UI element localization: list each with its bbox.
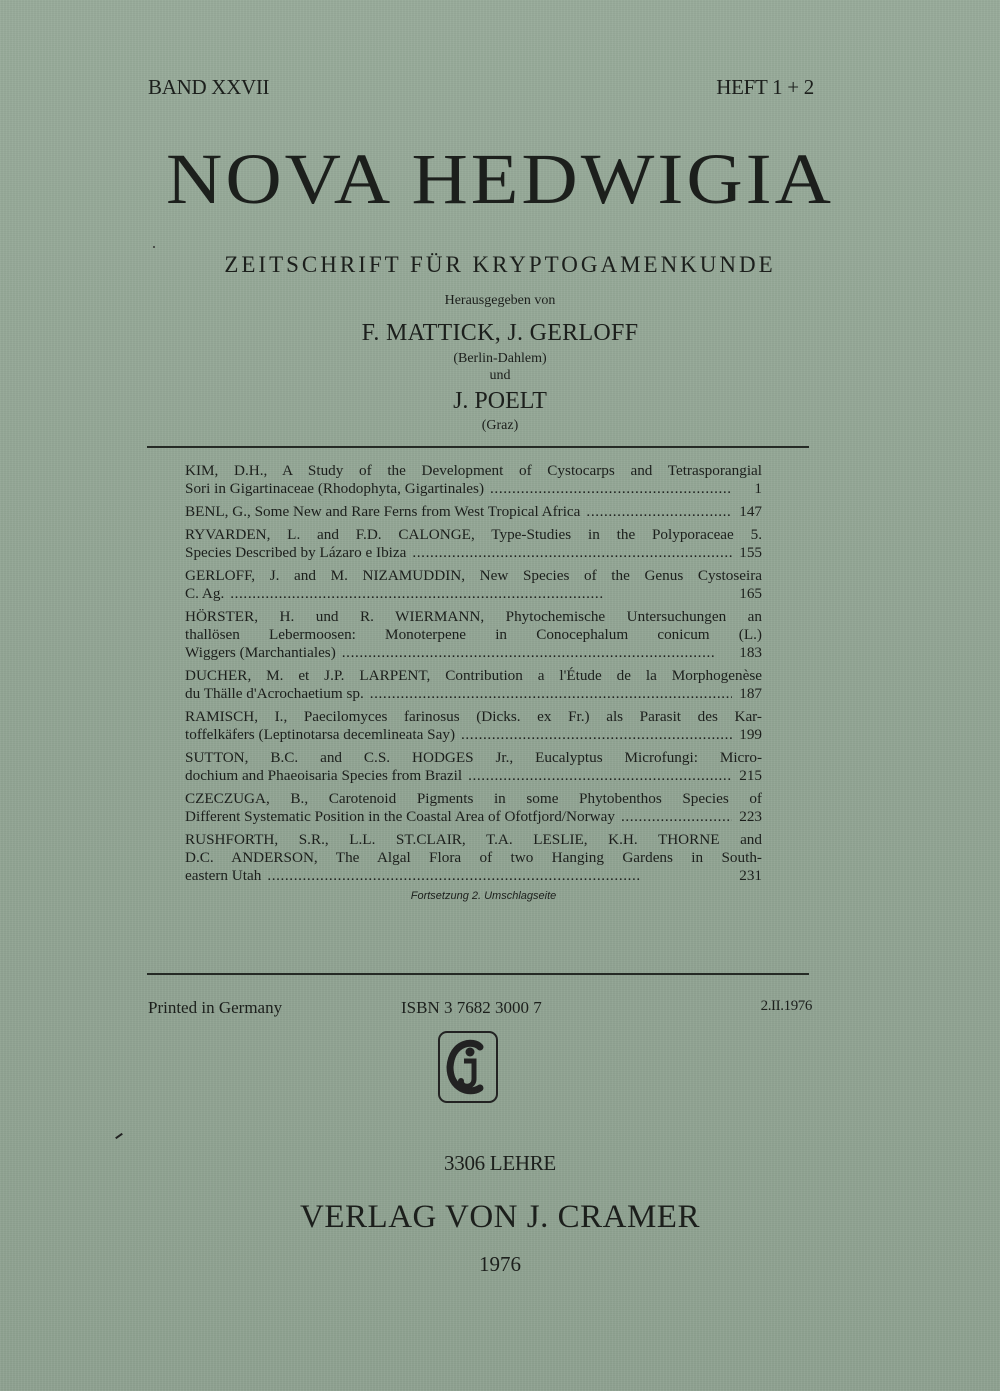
toc-line: thallösen Lebermoosen: Monoterpene in Conocephalum conicum (L.) — [185, 626, 762, 643]
publisher-name: VERLAG VON J. CRAMER — [300, 1199, 700, 1235]
edited-by-label: Herausgegeben von — [444, 293, 556, 308]
toc-entry — [185, 708, 762, 744]
leader-dots — [267, 867, 732, 885]
toc-line-last: du Thälle d'Acrochaetium sp. — [185, 685, 364, 702]
cj-monogram-icon — [440, 1033, 496, 1101]
page-number: 223 — [739, 808, 762, 825]
page-number: 187 — [739, 685, 762, 702]
toc-line-last: Different Systematic Position in the Coastal Area of Ofotfjord/Norway — [185, 808, 615, 825]
toc-line: GERLOFF, J. and M. NIZAMUDDIN, New Species of the Genus Cystoseira — [185, 567, 762, 584]
isbn: ISBN 3 7682 3000 7 — [401, 998, 542, 1017]
page-number: 215 — [739, 767, 762, 784]
publisher-city: 3306 LEHRE — [444, 1151, 556, 1175]
toc-line-last: eastern Utah — [185, 867, 262, 884]
page-number: 199 — [739, 726, 762, 743]
table-of-contents — [185, 462, 762, 905]
page-number: 155 — [739, 544, 762, 561]
page-number: 147 — [739, 503, 762, 520]
toc-entry — [185, 526, 762, 562]
editors-secondary: J. POELT — [453, 388, 547, 414]
toc-line: SUTTON, B.C. and C.S. HODGES Jr., Eucalyptus Microfungi: Micro- — [185, 749, 762, 766]
leader-dots — [230, 585, 732, 603]
toc-entry — [185, 503, 762, 521]
page-number: 1 — [754, 480, 762, 497]
printed-in: Printed in Germany — [148, 998, 283, 1017]
journal-title: NOVA HEDWIGIA — [166, 138, 834, 219]
leader-dots — [342, 644, 732, 662]
toc-entry — [185, 567, 762, 603]
toc-line: KIM, D.H., A Study of the Development of Cystocarps and Tetrasporangial — [185, 462, 762, 479]
toc-line: DUCHER, M. et J.P. LARPENT, Contribution a l'Étude de la Morphogenèse — [185, 667, 762, 684]
volume-label: BAND XXVII — [148, 75, 270, 99]
continuation-note: Fortsetzung 2. Umschlagseite — [410, 890, 557, 902]
leader-dots — [490, 480, 732, 498]
toc-line-last: dochium and Phaeoisaria Species from Brazil — [185, 767, 463, 784]
print-speck — [153, 246, 155, 248]
toc-entry — [185, 790, 762, 826]
publication-date: 2.II.1976 — [760, 998, 812, 1014]
conjunction: und — [489, 368, 511, 383]
toc-entry — [185, 749, 762, 785]
print-speck — [115, 1133, 123, 1139]
leader-dots — [468, 767, 732, 785]
toc-line-last: C. Ag. — [185, 585, 225, 602]
leader-dots — [412, 544, 732, 562]
toc-line: RUSHFORTH, S.R., L.L. ST.CLAIR, T.A. LESLIE, K.H. THORNE and — [185, 831, 762, 848]
page-number: 183 — [739, 644, 762, 661]
toc-line: CZECZUGA, B., Carotenoid Pigments in some Phytobenthos Species of — [185, 790, 762, 807]
leader-dots — [586, 503, 732, 521]
toc-line: RYVARDEN, L. and F.D. CALONGE, Type-Studies in the Polyporaceae 5. — [185, 526, 762, 543]
leader-dots — [370, 685, 732, 703]
toc-line: HÖRSTER, H. und R. WIERMANN, Phytochemische Untersuchungen an — [185, 608, 762, 625]
editors-primary-location: (Berlin-Dahlem) — [453, 351, 547, 366]
toc-entry — [185, 608, 762, 662]
leader-dots — [621, 808, 732, 826]
toc-line-last: Sori in Gigartinaceae (Rhodophyta, Gigartinales) — [185, 480, 485, 497]
toc-entry — [185, 831, 762, 885]
divider-bottom — [147, 973, 809, 975]
toc-line: RAMISCH, I., Paecilomyces farinosus (Dicks. ex Fr.) als Parasit des Kar- — [185, 708, 762, 725]
issue-label: HEFT 1 + 2 — [716, 75, 814, 99]
divider-top — [147, 446, 809, 448]
page-number: 231 — [739, 867, 762, 884]
toc-entry — [185, 462, 762, 498]
editors-secondary-location: (Graz) — [481, 418, 519, 433]
toc-line: D.C. ANDERSON, The Algal Flora of two Hanging Gardens in South- — [185, 849, 762, 866]
page-number: 165 — [739, 585, 762, 602]
leader-dots — [461, 726, 732, 744]
journal-subtitle: ZEITSCHRIFT FÜR KRYPTOGAMENKUNDE — [224, 252, 776, 277]
toc-line-last: Wiggers (Marchantiales) — [185, 644, 336, 661]
editors-primary: F. MATTICK, J. GERLOFF — [361, 320, 639, 346]
toc-line-last: Species Described by Lázaro e Ibiza — [185, 544, 407, 561]
toc-line-last: BENL, G., Some New and Rare Ferns from West Tropical Africa — [185, 503, 581, 520]
publication-year: 1976 — [479, 1252, 521, 1276]
toc-line-last: toffelkäfers (Leptinotarsa decemlineata Say) — [185, 726, 456, 743]
toc-entry — [185, 667, 762, 703]
publisher-logo-icon — [438, 1031, 498, 1103]
